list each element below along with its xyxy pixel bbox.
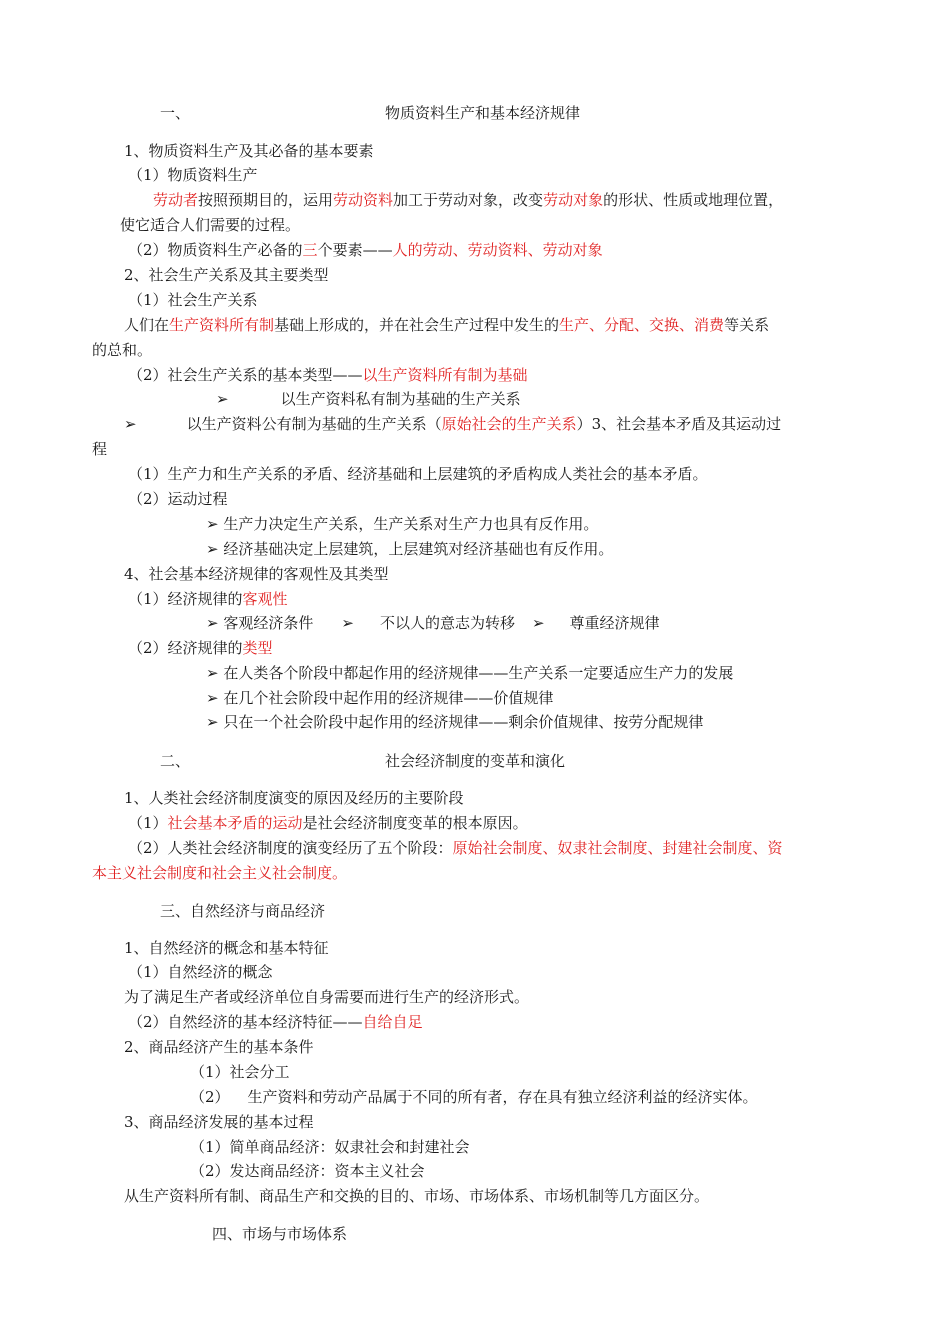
subheading-4-2: （2）经济规律的类型 <box>128 639 273 657</box>
paragraph-s2-1: （1）社会基本矛盾的运动是社会经济制度变革的根本原因。 <box>128 814 528 832</box>
heading-1: 1、物质资料生产及其必备的基本要素 <box>124 142 374 160</box>
heading-s3-2: 2、商品经济产生的基本条件 <box>124 1038 314 1056</box>
paragraph-production-relations: 人们在生产资料所有制基础上形成的，并在社会生产过程中发生的生产、分配、交换、消费等关系 <box>124 316 770 334</box>
bullet-arrow-icon: ➢ <box>206 689 219 707</box>
bullet-row-objectivity: ➢ 客观经济条件 ➢ 不以人的意志为转移 ➢ 尊重经济规律 <box>206 614 660 632</box>
subheading-s3-3-2: （2）发达商品经济：资本主义社会 <box>190 1162 425 1180</box>
bullet-law-one-stage: ➢ 只在一个社会阶段中起作用的经济规律——剩余价值规律、按劳分配规律 <box>206 713 704 731</box>
bullet-economic-base: ➢ 经济基础决定上层建筑，上层建筑对经济基础也有反作用。 <box>206 540 614 558</box>
section-4-title: 四、市场与市场体系 <box>212 1225 348 1243</box>
subheading-s3-2-2: （2） 生产资料和劳动产品属于不同的所有者，存在具有独立经济利益的经济实体。 <box>190 1088 758 1106</box>
bullet-arrow-icon: ➢ <box>206 515 219 533</box>
subheading-2-1: （1）社会生产关系 <box>128 291 258 309</box>
paragraph-labor: 劳动者按照预期目的，运用劳动资料加工于劳动对象，改变劳动对象的形状、性质或地理位置， <box>153 191 784 209</box>
bullet-arrow-icon: ➢ <box>206 664 219 682</box>
bullet-arrow-icon: ➢ <box>341 614 354 632</box>
subheading-s3-2-1: （1）社会分工 <box>190 1063 290 1081</box>
paragraph-s3-3: 从生产资料所有制、商品生产和交换的目的、市场、市场体系、市场机制等几方面区分。 <box>124 1187 710 1205</box>
text-red: 劳动者 <box>153 191 199 209</box>
bullet-law-all-stages: ➢ 在人类各个阶段中都起作用的经济规律——生产关系一定要适应生产力的发展 <box>206 664 734 682</box>
subheading-3-2: （2）运动过程 <box>128 490 228 508</box>
bullet-arrow-icon: ➢ <box>216 390 229 408</box>
subheading-3-1: （1）生产力和生产关系的矛盾、经济基础和上层建筑的矛盾构成人类社会的基本矛盾。 <box>128 465 708 483</box>
heading-4: 4、社会基本经济规律的客观性及其类型 <box>124 565 389 583</box>
paragraph-production-relations-cont: 的总和。 <box>92 341 153 359</box>
paragraph-labor-cont: 使它适合人们需要的过程。 <box>120 216 301 234</box>
paragraph-s2-2: （2）人类社会经济制度的演变经历了五个阶段：原始社会制度、奴隶社会制度、封建社会制度、资 <box>128 839 783 857</box>
bullet-public: ➢ 以生产资料公有制为基础的生产关系（原始社会的生产关系）3、社会基本矛盾及其运动过 <box>124 415 782 433</box>
bullet-private: ➢ 以生产资料私有制为基础的生产关系 <box>216 390 521 408</box>
section-2-title: 社会经济制度的变革和演化 <box>385 752 566 770</box>
bullet-public-cont: 程 <box>92 440 108 458</box>
section-2-number: 二、 <box>160 752 191 770</box>
heading-2: 2、社会生产关系及其主要类型 <box>124 266 329 284</box>
subheading-s3-1-2: （2）自然经济的基本经济特征——自给自足 <box>128 1013 423 1031</box>
heading-s3-1: 1、自然经济的概念和基本特征 <box>124 939 329 957</box>
subheading-s3-1-1: （1）自然经济的概念 <box>128 963 273 981</box>
section-1-number: 一、 <box>160 104 191 122</box>
heading-s3-3: 3、商品经济发展的基本过程 <box>124 1113 314 1131</box>
section-1-title: 物质资料生产和基本经济规律 <box>385 104 581 122</box>
bullet-arrow-icon: ➢ <box>206 614 219 632</box>
subheading-2-2: （2）社会生产关系的基本类型——以生产资料所有制为基础 <box>128 366 528 384</box>
paragraph-s3-1: 为了满足生产者或经济单位自身需要而进行生产的经济形式。 <box>124 988 530 1006</box>
bullet-productive-forces: ➢ 生产力决定生产关系，生产关系对生产力也具有反作用。 <box>206 515 599 533</box>
bullet-law-several-stages: ➢ 在几个社会阶段中起作用的经济规律——价值规律 <box>206 689 554 707</box>
heading-s2-1: 1、人类社会经济制度演变的原因及经历的主要阶段 <box>124 789 464 807</box>
bullet-arrow-icon: ➢ <box>206 713 219 731</box>
paragraph-s2-2-cont: 本主义社会制度和社会主义社会制度。 <box>92 864 348 882</box>
subheading-s3-3-1: （1）简单商品经济：奴隶社会和封建社会 <box>190 1138 470 1156</box>
subheading-4-1: （1）经济规律的客观性 <box>128 590 288 608</box>
bullet-arrow-icon: ➢ <box>206 540 219 558</box>
bullet-arrow-icon: ➢ <box>531 614 545 632</box>
subheading-1-1: （1）物质资料生产 <box>128 166 258 184</box>
bullet-arrow-icon: ➢ <box>124 415 137 433</box>
subheading-1-2: （2）物质资料生产必备的三个要素——人的劳动、劳动资料、劳动对象 <box>128 241 603 259</box>
section-3-title: 三、自然经济与商品经济 <box>160 902 326 920</box>
